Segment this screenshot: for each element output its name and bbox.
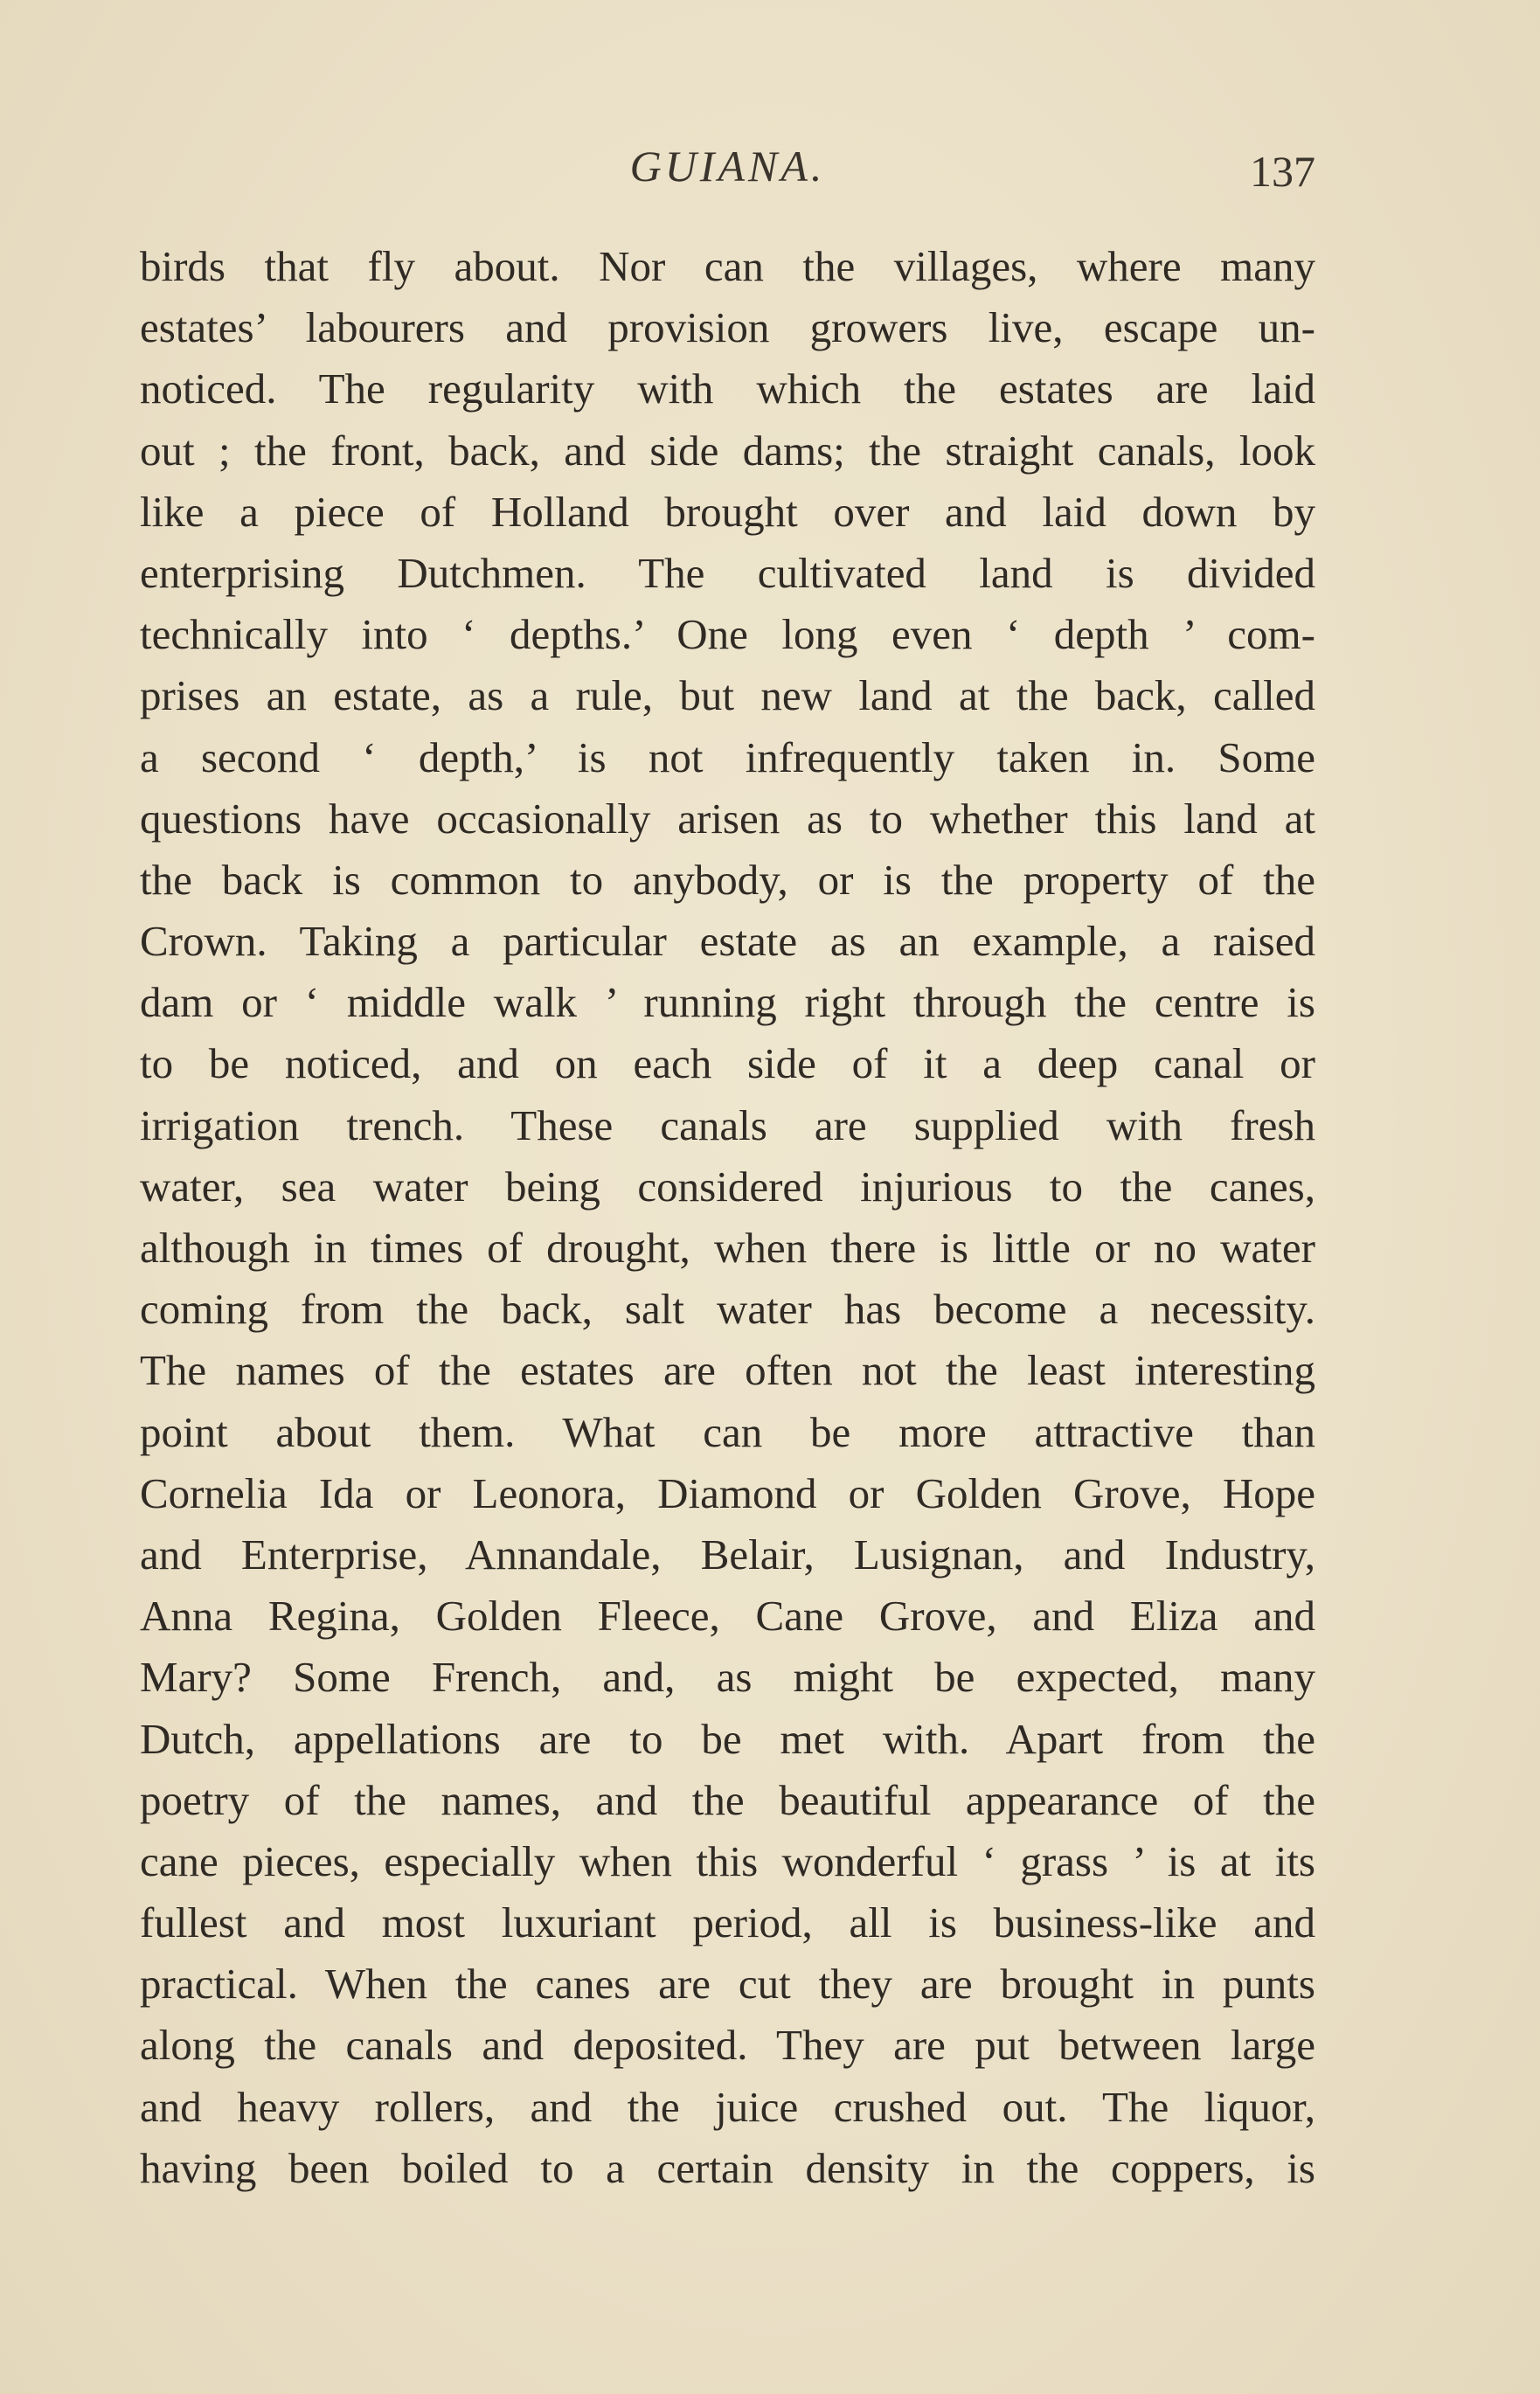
text-line: out ; the front, back, and side dams; the straight canals, look <box>140 426 1315 475</box>
text-line: to be noticed, and on each side of it a deep canal or <box>140 1039 1315 1088</box>
text-line: like a piece of Holland brought over and laid down by <box>140 487 1315 536</box>
text-line: Mary? Some French, and, as might be expected, many <box>140 1653 1315 1702</box>
text-line: practical. When the canes are cut they are brought in punts <box>140 1960 1315 2009</box>
text-line: noticed. The regularity with which the estates are laid <box>140 364 1315 413</box>
running-head <box>140 131 1315 201</box>
text-line: Anna Regina, Golden Fleece, Cane Grove, and Eliza and <box>140 1592 1315 1641</box>
text-line: coming from the back, salt water has become a necessity. <box>140 1285 1315 1334</box>
text-line: prises an estate, as a rule, but new land at the back, called <box>140 671 1315 720</box>
text-line: cane pieces, especially when this wonderful ‘ grass ’ is at its <box>140 1836 1315 1885</box>
text-line: the back is common to anybody, or is the property of the <box>140 855 1315 904</box>
text-line: irrigation trench. These canals are supplied with fresh <box>140 1100 1315 1149</box>
text-line: fullest and most luxuriant period, all is business-like and <box>140 1898 1315 1947</box>
text-line: a second ‘ depth,’ is not infrequently taken in. Some <box>140 732 1315 781</box>
page-number: 137 <box>1250 147 1315 196</box>
text-line: Dutch, appellations are to be met with. Apart from the <box>140 1714 1315 1763</box>
body-text <box>140 236 1315 2199</box>
text-line: Cornelia Ida or Leonora, Diamond or Golden Grove, Hope <box>140 1468 1315 1517</box>
text-line: questions have occasionally arisen as to whether this land at <box>140 794 1315 843</box>
text-line: having been boiled to a certain density in the coppers, is <box>140 2143 1315 2192</box>
text-line: poetry of the names, and the beautiful appearance of the <box>140 1775 1315 1824</box>
text-line: Crown. Taking a particular estate as an example, a raised <box>140 917 1315 966</box>
text-line: dam or ‘ middle walk ’ running right through the centre is <box>140 978 1315 1027</box>
text-line: enterprising Dutchmen. The cultivated land is divided <box>140 548 1315 597</box>
text-line: technically into ‘ depths.’ One long even ‘ depth ’ com- <box>140 610 1315 659</box>
text-line: and heavy rollers, and the juice crushed out. The liquor, <box>140 2082 1315 2131</box>
running-title: GUIANA. <box>629 142 826 191</box>
text-line: although in times of drought, when there is little or no water <box>140 1224 1315 1272</box>
text-line: and Enterprise, Annandale, Belair, Lusignan, and Industry, <box>140 1530 1315 1579</box>
text-line: water, sea water being considered injurious to the canes, <box>140 1162 1315 1211</box>
text-line: along the canals and deposited. They are put between large <box>140 2021 1315 2070</box>
text-line: birds that fly about. Nor can the villages, where many <box>140 242 1315 290</box>
text-line: estates’ labourers and provision growers live, escape un- <box>140 303 1315 352</box>
text-line: point about them. What can be more attractive than <box>140 1407 1315 1456</box>
text-line: The names of the estates are often not the least interesting <box>140 1346 1315 1395</box>
